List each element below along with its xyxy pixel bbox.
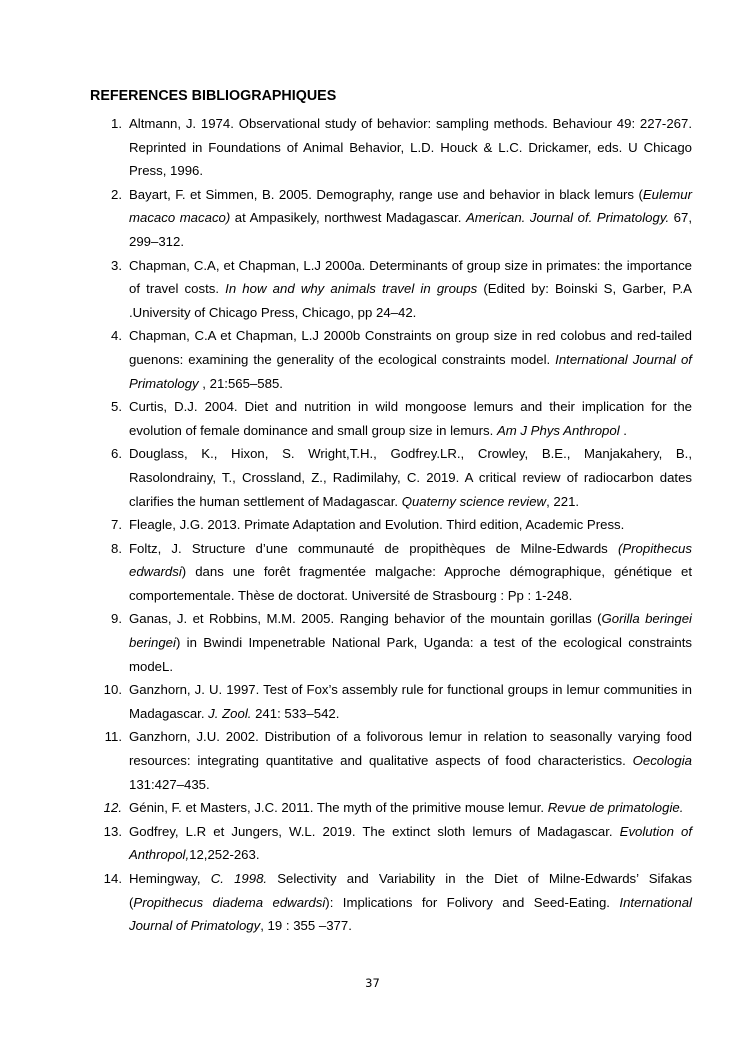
reference-text: Foltz, J. Structure d’une communauté de propithèques de Milne-Edwards <box>129 540 618 556</box>
reference-text: at Ampasikely, northwest Madagascar. <box>230 210 466 226</box>
reference-item <box>90 867 692 938</box>
reference-text: Altmann, J. 1974. Observational study of behavior: sampling methods. Behaviour 49: 227-267. Reprinted in Foundations of Animal Behavior, L.D. Houck & L.C. Drickamer, eds. U Chicago Press, 1996. <box>129 116 692 179</box>
reference-text: ): Implications for Folivory and Seed-Eating. <box>325 894 620 910</box>
reference-number: 6. <box>111 446 122 462</box>
reference-number: 13. <box>103 823 122 839</box>
page-number: 37 <box>365 976 380 990</box>
reference-text: 67, 299–312. <box>129 210 692 249</box>
reference-text: (Edited by: Boinski S, Garber, P.A .University of Chicago Press, Chicago, pp 24–42. <box>129 281 692 320</box>
reference-italic-text: Evolution of Anthropol, <box>129 823 692 863</box>
reference-text: 12,252-263. <box>189 847 260 863</box>
reference-item <box>90 324 692 395</box>
reference-item <box>90 442 692 513</box>
reference-number: 3. <box>111 257 122 273</box>
reference-text: Ganzhorn, J. U. 1997. Test of Fox’s assembly rule for functional groups in lemur communities in Madagascar. <box>129 682 692 721</box>
reference-italic-text: Eulemur macaco macaco) <box>129 186 692 226</box>
reference-item <box>90 796 692 820</box>
reference-number: 10. <box>103 682 122 698</box>
reference-text: 241: 533–542. <box>251 705 340 721</box>
reference-text: Godfrey, L.R et Jungers, W.L. 2019. The extinct sloth lemurs of Madagascar. <box>129 823 620 839</box>
reference-italic-text: In how and why animals travel in groups <box>225 281 478 297</box>
reference-italic-text: Am J Phys Anthropol <box>496 422 620 438</box>
reference-number: 11. <box>104 729 122 745</box>
reference-number: 2. <box>111 186 122 202</box>
reference-text: Bayart, F. et Simmen, B. 2005. Demography, range use and behavior in black lemurs ( <box>129 186 643 202</box>
reference-text: , 221. <box>546 493 580 509</box>
reference-item <box>90 183 692 254</box>
reference-number: 12. <box>103 800 122 816</box>
reference-italic-text: Propithecus diadema edwardsi <box>133 894 326 910</box>
section-heading: REFERENCES BIBLIOGRAPHIQUES <box>90 88 337 104</box>
reference-number: 4. <box>111 328 122 344</box>
reference-number: 8. <box>111 540 122 556</box>
reference-text: Ganzhorn, J.U. 2002. Distribution of a folivorous lemur in relation to seasonally varying food resources: integrating quantitative and qualitative aspects of food characteristics. <box>129 729 692 769</box>
reference-text: ) in Bwindi Impenetrable National Park, Uganda: a test of the ecological constraints modeL. <box>129 635 692 674</box>
reference-text: , 21:565–585. <box>198 375 283 391</box>
reference-text: ) dans une forêt fragmentée malgache: Approche démographique, génétique et comportementale. Thèse de doctorat. Université de Strasbourg : Pp : 1-248. <box>129 564 692 603</box>
reference-italic-text: C. 1998. <box>210 871 268 886</box>
reference-text: Hemingway, <box>129 871 211 886</box>
reference-italic-text: Quaterny science review <box>401 493 547 509</box>
reference-number: 1. <box>111 116 122 131</box>
reference-number: 7. <box>111 517 122 533</box>
reference-item <box>90 395 692 442</box>
reference-item <box>90 112 692 183</box>
reference-text: Génin, F. et Masters, J.C. 2011. The myth of the primitive mouse lemur. <box>129 800 548 816</box>
reference-item <box>90 254 692 325</box>
reference-item <box>90 513 692 537</box>
reference-text: Chapman, C.A, et Chapman, L.J 2000a. Determinants of group size in primates: the importance of travel costs. <box>129 257 692 297</box>
reference-italic-text: (Propithecus edwardsi <box>129 540 692 580</box>
reference-text: Ganas, J. et Robbins, M.M. 2005. Ranging behavior of the mountain gorillas ( <box>129 611 602 627</box>
reference-item <box>90 725 692 796</box>
reference-number: 5. <box>111 399 122 415</box>
reference-item <box>90 820 692 867</box>
reference-number: 14. <box>103 871 122 886</box>
reference-text: Curtis, D.J. 2004. Diet and nutrition in wild mongoose lemurs and their implication for the evolution of female dominance and small group size in lemurs. <box>129 399 692 438</box>
reference-italic-text: International Journal of Primatology <box>129 894 692 934</box>
reference-item <box>90 678 692 725</box>
reference-text: Douglass, K., Hixon, S. Wright,T.H., Godfrey.LR., Crowley, B.E., Manjakahery, B., Rasolondrainy, T., Crossland, Z., Radimilahy, C. 2019. A critical review of radiocarbon dates clarifies the human settlement of Madagascar. <box>129 446 692 509</box>
reference-item <box>90 537 692 608</box>
reference-italic-text: Gorilla beringei beringei <box>129 611 692 651</box>
reference-text: . <box>619 422 627 438</box>
reference-text: Selectivity and Variability in the Diet of Milne-Edwards’ Sifakas ( <box>129 871 692 910</box>
reference-text: , 19 : 355 –377. <box>260 918 352 934</box>
reference-italic-text: International Journal of Primatology <box>129 351 692 391</box>
reference-text: 131:427–435. <box>129 776 210 792</box>
reference-list <box>90 112 692 938</box>
reference-text: Chapman, C.A et Chapman, L.J 2000b Constraints on group size in red colobus and red-tailed guenons: examining the generality of the ecological constraints model. <box>129 328 692 367</box>
reference-item <box>90 607 692 678</box>
reference-italic-text: Revue de primatologie. <box>547 800 684 816</box>
reference-italic-text: J. Zool. <box>208 705 252 721</box>
reference-italic-text: Oecologia <box>632 753 692 769</box>
reference-text: Fleagle, J.G. 2013. Primate Adaptation and Evolution. Third edition, Academic Press. <box>129 517 625 533</box>
reference-number: 9. <box>111 611 122 627</box>
reference-italic-text: American. Journal of. Primatology. <box>465 210 670 226</box>
